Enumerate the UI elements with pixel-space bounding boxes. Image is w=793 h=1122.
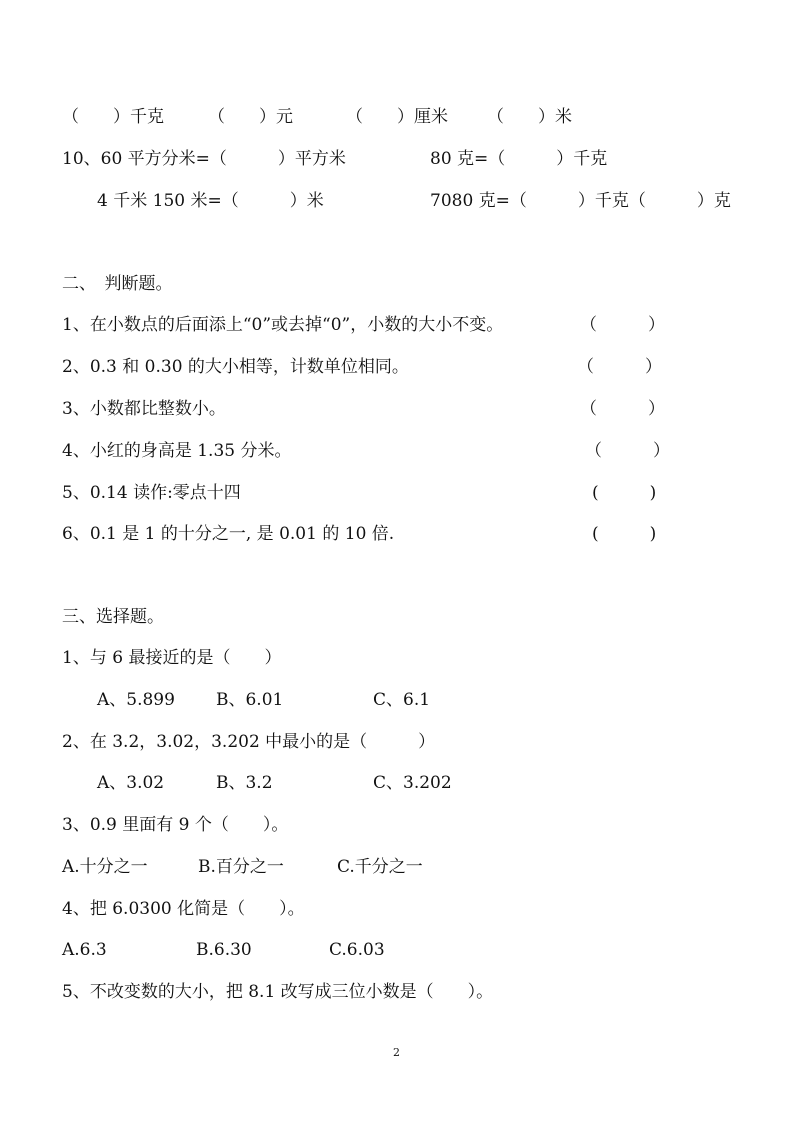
tf-question-1: 1、在小数点的后面添上“0”或去掉“0”，小数的大小不变。 xyxy=(62,315,504,335)
mc-q4-option-c: C.6.03 xyxy=(329,940,385,960)
unit-blank-yuan: （ ）元 xyxy=(208,107,293,127)
mc-q2-option-a: A、3.02 xyxy=(97,773,165,793)
tf-answer-blank-6: ( ) xyxy=(592,524,657,544)
tf-question-4: 4、小红的身高是 1.35 分米。 xyxy=(62,441,292,461)
mc-q1-option-c: C、6.1 xyxy=(373,690,431,710)
mc-q1-option-a: A、5.899 xyxy=(97,690,175,710)
unit-blank-centimeter: （ ）厘米 xyxy=(346,107,448,127)
section-heading-true-false: 二、 判断题。 xyxy=(62,274,173,294)
mc-q3-option-c: C.千分之一 xyxy=(337,857,423,877)
q10-mass-conversion: 80 克=（ ）千克 xyxy=(430,149,608,169)
mc-q1-option-b: B、6.01 xyxy=(216,690,284,710)
mc-q3-option-b: B.百分之一 xyxy=(198,857,284,877)
mc-question-1: 1、与 6 最接近的是（ ） xyxy=(62,648,282,668)
mc-q4-option-b: B.6.30 xyxy=(196,940,252,960)
tf-question-3: 3、小数都比整数小。 xyxy=(62,399,226,419)
q10-area-conversion: 10、60 平方分米=（ ）平方米 xyxy=(62,149,346,169)
tf-question-2: 2、0.3 和 0.30 的大小相等，计数单位相同。 xyxy=(62,357,409,377)
tf-question-5: 5、0.14 读作:零点十四 xyxy=(62,483,241,503)
mc-q3-option-a: A.十分之一 xyxy=(62,857,148,877)
section-heading-multiple-choice: 三、选择题。 xyxy=(62,607,164,627)
mc-question-3: 3、0.9 里面有 9 个（ ）。 xyxy=(62,815,289,835)
mc-question-5: 5、不改变数的大小，把 8.1 改写成三位小数是（ ）。 xyxy=(62,982,494,1002)
q10-length-conversion: 4 千米 150 米=（ ）米 xyxy=(97,191,324,211)
mc-question-4: 4、把 6.0300 化简是（ ）。 xyxy=(62,899,305,919)
tf-answer-blank-2: （ ） xyxy=(577,357,662,377)
mc-q2-option-b: B、3.2 xyxy=(216,773,273,793)
tf-answer-blank-1: （ ） xyxy=(580,315,665,335)
tf-question-6: 6、0.1 是 1 的十分之一, 是 0.01 的 10 倍. xyxy=(62,524,395,544)
tf-answer-blank-5: ( ) xyxy=(592,483,657,503)
mc-question-2: 2、在 3.2，3.02，3.202 中最小的是（ ） xyxy=(62,732,436,752)
tf-answer-blank-4: （ ） xyxy=(585,441,670,461)
q10-mass-split-conversion: 7080 克=（ ）千克（ ）克 xyxy=(430,191,731,211)
unit-blank-meter: （ ）米 xyxy=(487,107,572,127)
page-number: 2 xyxy=(393,1046,400,1059)
unit-blank-kilogram: （ ）千克 xyxy=(62,107,164,127)
mc-q4-option-a: A.6.3 xyxy=(62,940,107,960)
mc-q2-option-c: C、3.202 xyxy=(373,773,452,793)
tf-answer-blank-3: （ ） xyxy=(580,399,665,419)
